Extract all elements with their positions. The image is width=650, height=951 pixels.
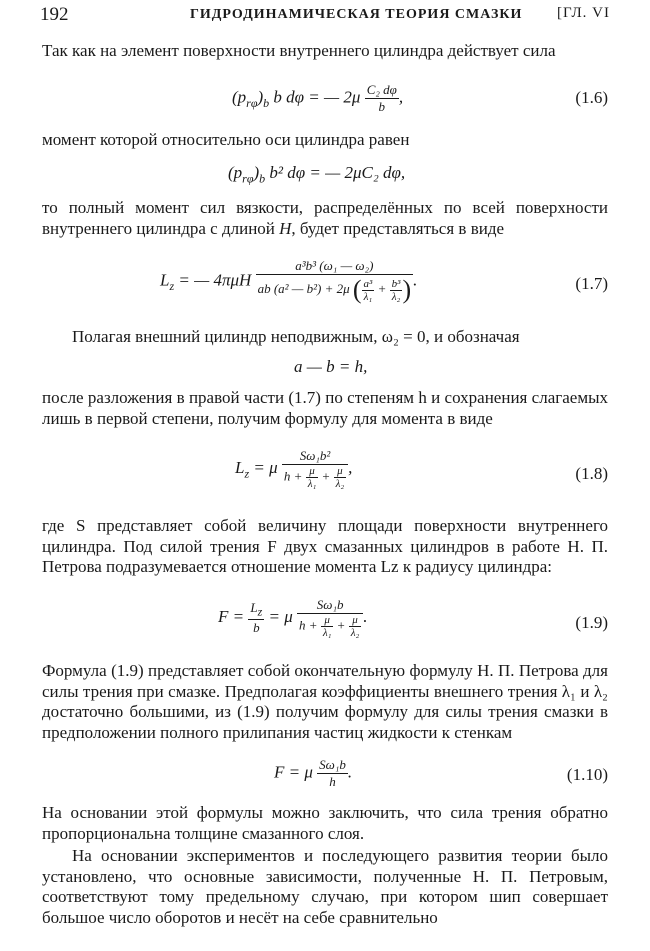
eq17-inner-frac-1 <box>362 278 375 303</box>
eq17-f1-num: a³ <box>363 277 373 290</box>
eq19-lz: L <box>250 599 258 615</box>
eq19-f2-num: μ <box>349 614 362 627</box>
eq110-number: (1.10) <box>566 765 608 784</box>
eq19-den-h: h + <box>299 617 321 633</box>
eq17-f1-den: λ₁ <box>363 290 373 303</box>
page-number: 192 <box>40 4 69 25</box>
eq16-fraction <box>365 82 399 115</box>
p3-part-a: то полный момент сил вязкости, распределённых по всей поверхности внутреннего цилиндра с длиной <box>42 198 608 238</box>
eq16-lhs-sub: rφ <box>246 95 258 110</box>
eq16b-lhs-sub: rφ <box>242 171 254 186</box>
paragraph-3 <box>42 198 608 239</box>
eq17-number: (1.7) <box>575 274 608 293</box>
eq16b-lhs-sub2: b <box>259 171 266 186</box>
paragraph-6: где S представляет собой величину площади поверхности внутреннего цилиндра. Под силой трения F двух смазанных цилиндров в работе Н. П. Петрова подразумевается отношение момента Lz к радиусу цилиндра: <box>42 516 608 576</box>
eq19-lz-sub: z <box>257 604 263 619</box>
eq18-tail: , <box>348 457 353 477</box>
eq18-den-h: h + <box>283 468 306 484</box>
eq110-fraction <box>317 757 348 790</box>
eq19-f1 <box>321 614 334 639</box>
equation-ab <box>42 357 608 387</box>
eq16-lhs-sub2: b <box>263 95 270 110</box>
eq19-tail: . <box>363 606 368 626</box>
eq16-tail: , <box>398 87 404 107</box>
eq19-lz-den: b <box>253 620 260 636</box>
p3-symbol-h: H <box>279 218 292 238</box>
page-header <box>40 4 610 28</box>
eq17-eq: = — 4πμH <box>174 270 252 290</box>
running-title: ГИДРОДИНАМИЧЕСКАЯ ТЕОРИЯ СМАЗКИ <box>190 7 523 22</box>
paragraph-2: момент которой относительно оси цилиндра равен <box>42 130 410 149</box>
paragraph-1: Так как на элемент поверхности внутреннего цилиндра действует сила <box>42 41 556 60</box>
eq16b-rest: b² dφ = — 2μC₂ dφ, <box>269 163 406 182</box>
paragraph-8: На основании этой формулы можно заключить, что сила трения обратно пропорциональна толщине смазанного слоя. <box>42 803 608 843</box>
eq17-lhs: L <box>160 270 170 290</box>
equation-1-7 <box>42 258 608 310</box>
chapter-label: [ГЛ. VI <box>556 5 610 21</box>
eq110-num: Sω₁b <box>319 757 346 772</box>
eq16b-lhs: (p <box>228 163 243 182</box>
p4-text: Полагая внешний цилиндр неподвижным, ω₂ = 0, и обозначая <box>72 327 520 346</box>
eq19-eq: = μ <box>264 606 293 626</box>
eq16-den: b <box>378 99 385 114</box>
eq16-lhs: (p <box>232 87 247 107</box>
equation-1-10 <box>42 757 608 797</box>
eq110-tail: . <box>347 762 353 782</box>
eq19-f2-den: λ₂ <box>350 627 360 639</box>
eq19-lhs: F = <box>218 606 249 626</box>
eq17-num: a³b³ (ω₁ — ω₂) <box>256 258 414 275</box>
eq18-number: (1.8) <box>575 464 608 483</box>
eq19-lz-frac <box>248 600 264 637</box>
eq19-fraction <box>297 597 363 639</box>
eq18-lhs: L <box>235 457 245 477</box>
eq18-f1-den: λ₁ <box>307 478 317 490</box>
eq19-f2 <box>349 614 362 639</box>
eq16-num: C₂ dφ <box>366 82 397 97</box>
paragraph-7: Формула (1.9) представляет собой окончательную формулу Н. П. Петрова для силы трения при смазке. Предполагая коэффициенты внешнего трения λ₁ и λ₂ достаточно большими, из (1.9) получим формулу для силы трения смазки в предположении полного прилипания частиц жидкости к стенкам <box>42 661 608 742</box>
eq19-num: Sω₁b <box>297 597 363 614</box>
eq17-den: ab (a² — b²) + 2μ ( $\frac{\text{a³}}{\text{λ₁}}$ + $\frac{\text{b³}}{\text{λ₂}}$ ) <box>257 275 412 304</box>
eq16-mid: b dφ = — 2μ <box>273 87 361 107</box>
eq17-lhs-sub: z <box>169 278 175 293</box>
eq18-f1 <box>306 465 319 490</box>
eq18-f2 <box>334 465 347 490</box>
equation-1-8 <box>42 448 608 506</box>
equation-1-6b: $(p_{r\varphi})_b$ b² dφ = — 2μC₂ dφ, <box>228 163 406 186</box>
eq18-num: Sω₁b² <box>282 448 348 465</box>
eq18-lhs-sub: z <box>244 466 250 481</box>
paragraph-4 <box>42 327 608 348</box>
eq19-plus: + <box>333 617 349 633</box>
eq18-fraction <box>282 448 348 490</box>
eq18-f2-num: μ <box>334 465 347 478</box>
eq18-eq: = μ <box>249 457 278 477</box>
eq19-lz-num <box>248 600 264 621</box>
eq110-lhs: F = μ <box>274 762 313 782</box>
equation-1-6: $(p_{r\varphi})_b$ b dφ = — 2μ $\frac{\text{C₂ dφ}}{b}$ , (1.6) <box>232 82 608 114</box>
eq18-f1-num: μ <box>306 465 319 478</box>
paragraph-5: после разложения в правой части (1.7) по степеням h и сохранения слагаемых лишь в первой степени, получим формулу для момента в виде <box>42 388 608 428</box>
eq17-tail: . <box>413 270 418 290</box>
eq17-fraction <box>256 258 414 305</box>
eq17-f2-num: b³ <box>391 277 401 290</box>
eq19-f1-num: μ <box>321 614 334 627</box>
paragraph-9 <box>42 846 608 928</box>
eq18-f2-den: λ₂ <box>335 478 345 490</box>
eq17-f2-den: λ₂ <box>391 290 401 303</box>
eq19-den <box>297 614 363 639</box>
eq19-number: (1.9) <box>575 613 608 632</box>
eq18-den <box>282 465 348 490</box>
eq17-inner-frac-2 <box>390 278 403 303</box>
eq19-f1-den: λ₁ <box>322 627 332 639</box>
p9-text: На основании экспериментов и последующего развития теории было установлено, что основные зависимости, полученные Н. П. Петровым, соответствуют тому предельному случаю, при котором шип совершает большое число оборотов и несёт на себе сравнительно <box>42 846 608 927</box>
eq110-den: h <box>329 774 336 789</box>
equation-1-9 <box>42 597 608 655</box>
eq16-number: (1.6) <box>575 88 608 107</box>
eq-ab-text: a — b = h, <box>294 357 368 376</box>
p3-part-b: , будет представляться в виде <box>291 218 505 238</box>
eq18-plus: + <box>318 468 334 484</box>
eq17-den-a: ab (a² — b²) + 2μ <box>257 280 350 296</box>
